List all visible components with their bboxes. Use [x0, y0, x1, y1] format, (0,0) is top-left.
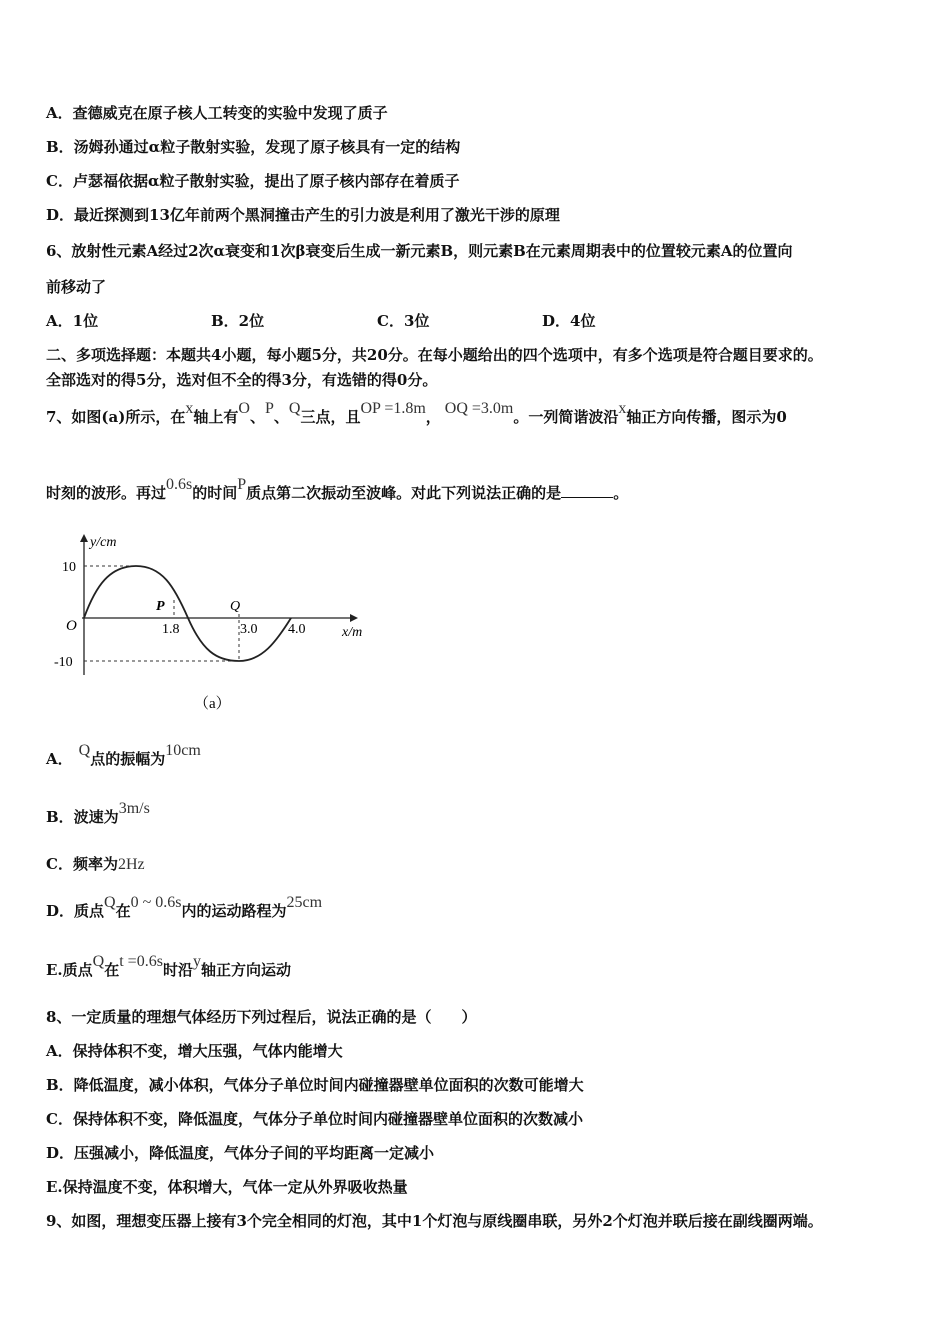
q7-stem-line2	[46, 476, 629, 503]
q8-option-c: C．保持体积不变，降低温度，气体分子单位时间内碰撞器壁单位面积的次数减小	[46, 1110, 583, 1128]
y-axis-arrow	[80, 534, 88, 542]
q7-text: 三点，且	[300, 408, 361, 426]
q7-option-a: A． Q点的振幅为10cm	[46, 742, 201, 768]
q6-option-a: A．1位	[46, 312, 99, 330]
q6-option-b: B．2位	[211, 312, 265, 330]
math-op: OP =1.8m	[360, 400, 426, 417]
section2-instructions-line1: 二、多项选择题：本题共4小题，每小题5分，共20分。在每小题给出的四个选项中，有多个选项是符合题目要求的。	[46, 346, 823, 364]
math-p: P	[237, 476, 247, 493]
q9-stem: 9、如图，理想变压器上接有3个完全相同的灯泡，其中1个灯泡与原线圈串联，另外2个灯泡并联后接在副线圈两端。	[46, 1212, 823, 1230]
q7-option-b: B．波速为3m/s	[46, 800, 150, 826]
q5-option-a: A．查德威克在原子核人工转变的实验中发现了质子	[46, 104, 388, 122]
math-p: P	[264, 400, 274, 417]
math-x: x	[185, 400, 194, 417]
math-value: 10cm	[165, 742, 201, 759]
y-tick-10: 10	[62, 560, 76, 575]
math-x: x	[618, 400, 627, 417]
math-value: 2Hz	[117, 856, 145, 873]
q6-stem-line2: 前移动了	[46, 278, 107, 296]
math-q: Q	[104, 894, 116, 911]
x-tick-1-8: 1.8	[162, 622, 180, 637]
q5-option-d: D．最近探测到13亿年前两个黑洞撞击产生的引力波是利用了激光干涉的原理	[46, 206, 560, 224]
figure-caption: （a）	[194, 696, 231, 712]
q5-option-b: B．汤姆孙通过α粒子散射实验，发现了原子核具有一定的结构	[46, 138, 461, 156]
math-q: Q	[92, 953, 105, 970]
x-tick-3-0: 3.0	[240, 622, 258, 637]
x-axis-arrow	[350, 614, 358, 622]
math-time: 0.6s	[166, 476, 193, 493]
math-q: Q	[78, 742, 91, 759]
q7-option-d: D．质点Q在0 ~ 0.6s内的运动路程为25cm	[46, 894, 323, 920]
y-axis-label: y/cm	[90, 535, 117, 550]
q7-text: ，	[425, 408, 441, 426]
q6-option-d: D．4位	[542, 312, 596, 330]
q8-stem: 8、一定质量的理想气体经历下列过程后，说法正确的是（ ）	[46, 1008, 477, 1026]
q7-option-e: E.质点Q在t =0.6s时沿y轴正方向运动	[46, 953, 291, 979]
origin-label: O	[66, 618, 77, 634]
section2-instructions-line2: 全部选对的得5分，选对但不全的得3分，有选错的得0分。	[46, 371, 438, 389]
q6-stem-line1: 6、放射性元素A经过2次α衰变和1次β衰变后生成一新元素B，则元素B在元素周期表中的位置较元素A的位置向	[46, 242, 793, 260]
math-o: O	[238, 400, 250, 417]
q7-text: 时刻的波形。再过	[46, 484, 167, 502]
point-q-label: Q	[230, 599, 241, 614]
math-time: t =0.6s	[119, 953, 163, 970]
q7-text: 、	[273, 408, 289, 426]
q7-text: 。	[613, 484, 629, 502]
x-tick-4-0: 4.0	[288, 622, 306, 637]
q7-text: 质点第二次振动至波峰。对此下列说法正确的是	[246, 484, 562, 502]
wave-curve	[84, 566, 291, 661]
math-y: y	[192, 953, 201, 970]
q6-option-c: C．3位	[377, 312, 430, 330]
q7-text: 7、如图(a)所示，在	[46, 408, 186, 426]
math-q: Q	[288, 400, 301, 417]
q7-stem-line1	[46, 400, 787, 427]
x-axis-label: x/m	[342, 625, 363, 640]
math-oq: OQ =3.0m	[444, 400, 514, 417]
wave-graph-svg	[50, 530, 380, 720]
q7-option-c: C．频率为2Hz	[46, 855, 145, 873]
y-tick-neg10: -10	[54, 655, 73, 670]
wave-figure	[50, 530, 380, 720]
q7-text: 轴正方向传播，图示为0	[626, 408, 787, 426]
math-value: 3m/s	[118, 800, 150, 817]
point-p-label: P	[156, 599, 165, 614]
q7-text: 。一列简谐波沿	[513, 408, 619, 426]
q5-option-c: C．卢瑟福依据α粒子散射实验，提出了原子核内部存在着质子	[46, 172, 460, 190]
answer-blank	[561, 485, 613, 498]
q7-text: 的时间	[192, 484, 238, 502]
math-value: 25cm	[286, 894, 323, 911]
q8-option-b: B．降低温度，减小体积，气体分子单位时间内碰撞器壁单位面积的次数可能增大	[46, 1076, 584, 1094]
q8-option-e: E.保持温度不变，体积增大，气体一定从外界吸收热量	[46, 1178, 408, 1196]
q8-option-d: D．压强减小，降低温度，气体分子间的平均距离一定减小	[46, 1144, 435, 1162]
q7-text: 轴上有	[193, 408, 239, 426]
math-range: 0 ~ 0.6s	[130, 894, 182, 911]
q7-text: 、	[249, 408, 265, 426]
q8-option-a: A．保持体积不变，增大压强，气体内能增大	[46, 1042, 343, 1060]
